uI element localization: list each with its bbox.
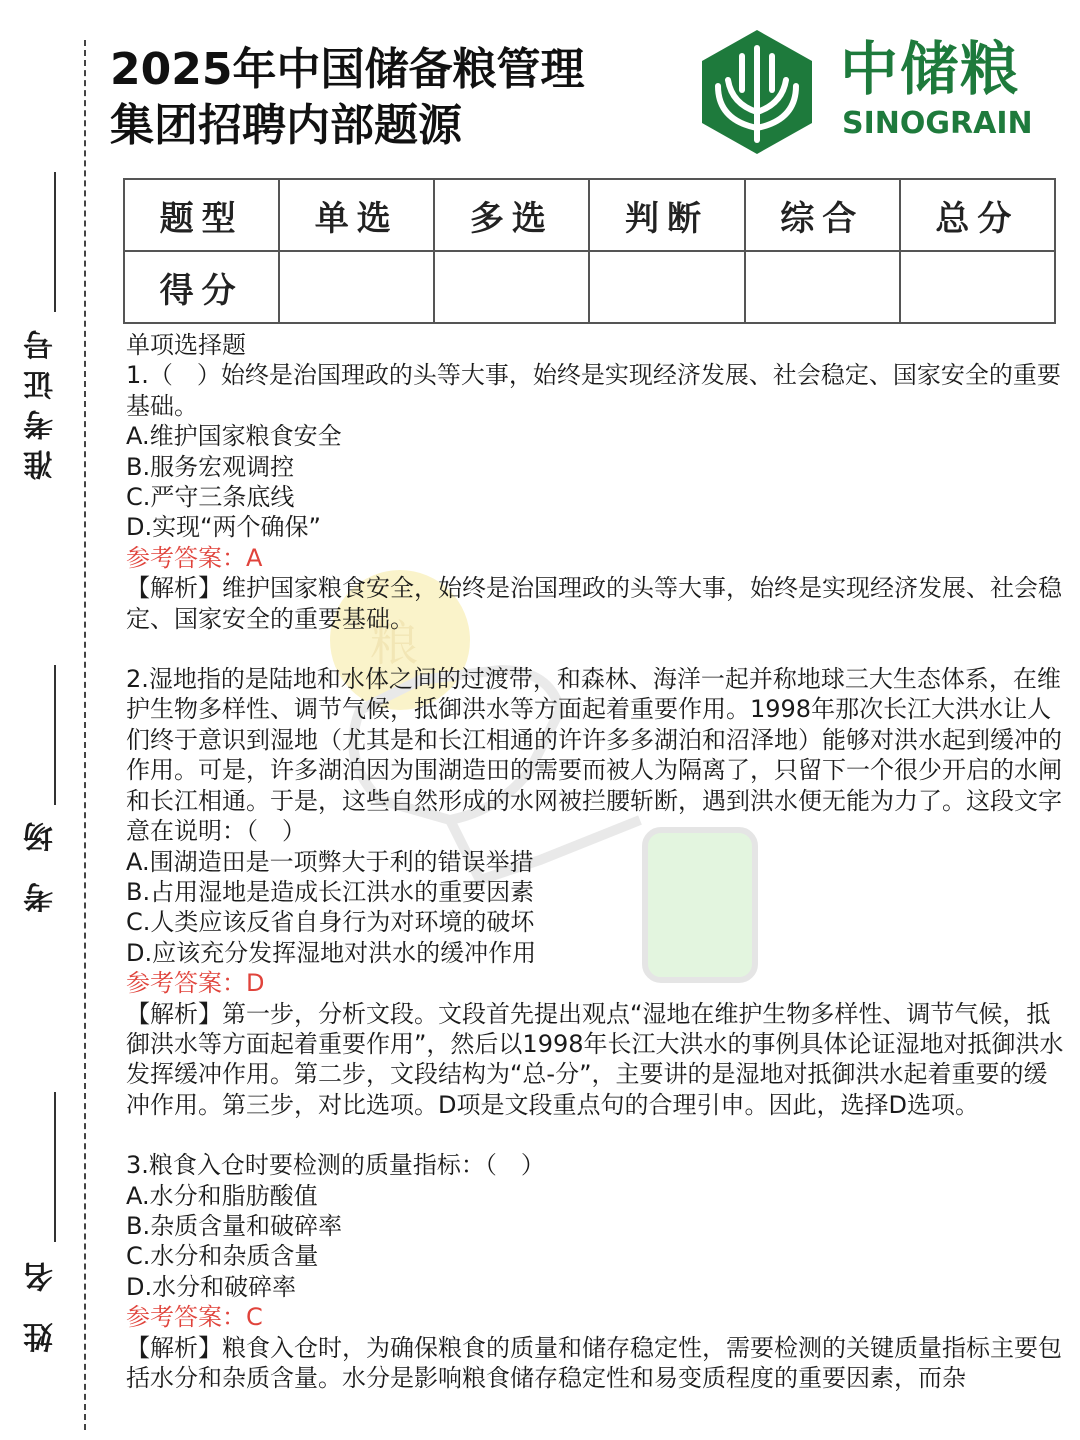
binding-dashed-line [84,40,86,1430]
option-a: A.围湖造田是一项弊大于利的错误举措 [126,847,534,876]
question-stem: 3.粮食入仓时要检测的质量指标：（ ） [126,1151,545,1180]
question-2 [126,664,1071,1120]
header-cell-comprehensive: 综合 [745,179,900,251]
name-blank-line [54,1092,56,1242]
score-cell-multiple[interactable] [434,251,589,323]
option-c: C.水分和杂质含量 [126,1242,319,1271]
header-cell-type: 题型 [124,179,279,251]
answer-analysis: 【解析】第一步，分析文段。文段首先提出观点“湿地在维护生物多样性、调节气候，抵御洪水等方面起着重要作用”，然后以1998年长江大洪水的事例具体论证湿地对抵御洪水发挥缓冲作用。第二步，文段结构为“总-分”，主要讲的是湿地对抵御洪水起着重要的缓冲作用。第三步，对比选项。D项是文段重点句的合理引申。因此，选择D选项。 [126,999,1064,1119]
exam-id-label: 准考证号 [24,320,59,480]
section-title: 单项选择题 [126,331,246,359]
svg-text:粮: 粮 [370,616,419,672]
option-d: D.实现“两个确保” [126,513,321,542]
exam-room-field [22,812,62,912]
header-cell-single: 单选 [279,179,434,251]
option-a: A.水分和脂肪酸值 [126,1181,318,1210]
option-c: C.严守三条底线 [126,483,295,512]
answer-analysis: 【解析】维护国家粮食安全，始终是治国理政的头等大事，始终是实现经济发展、社会稳定、国家安全的重要基础。 [126,574,1062,633]
header-cell-total: 总分 [900,179,1055,251]
option-b: B.占用湿地是造成长江洪水的重要因素 [126,877,535,906]
reference-answer: 参考答案：A [126,543,263,572]
exam-id-field [22,320,62,480]
option-a: A.维护国家粮食安全 [126,422,342,451]
logo-english-text: SINOGRAIN [842,106,1033,141]
name-field [22,1252,62,1352]
question-content [126,330,1071,1393]
document-title [110,42,584,154]
reference-answer: 参考答案：C [126,1303,263,1332]
question-stem: 2.湿地指的是陆地和水体之间的过渡带，和森林、海洋一起并称地球三大生态体系，在维护生物多样性、调节气候，抵御洪水等方面起着重要作用。1998年那次长江大洪水让人们终于意识到湿地（尤其是和长江相通的许许多多湖泊和沼泽地）能够对洪水起到缓冲的作用。可是，许多湖泊因为围湖造田的需要而被人为隔离了，只留下一个很少开启的水闸和长江相通。于是，这些自然形成的水网被拦腰斩断，遇到洪水便无能为力了。这段文字意在说明：（ ） [126,665,1062,846]
score-table [123,178,1056,324]
exam-room-label: 考 场 [24,812,59,913]
score-table-score-row [124,251,1055,323]
answer-analysis: 【解析】粮食入仓时，为确保粮食的质量和储存稳定性，需要检测的关键质量指标主要包括水分和杂质含量。水分是影响粮食储存稳定性和易变质程度的重要因素，而杂 [126,1333,1062,1392]
header-cell-judgment: 判断 [589,179,744,251]
option-d: D.应该充分发挥湿地对洪水的缓冲作用 [126,938,537,967]
score-table-header-row [124,179,1055,251]
header-cell-multiple: 多选 [434,179,589,251]
score-cell-single[interactable] [279,251,434,323]
question-3 [126,1150,1071,1393]
score-cell-total[interactable] [900,251,1055,323]
name-label: 姓 名 [24,1252,59,1353]
score-row-label: 得分 [124,251,279,323]
score-cell-judgment[interactable] [589,251,744,323]
question-1 [126,360,1071,634]
score-cell-comprehensive[interactable] [745,251,900,323]
reference-answer: 参考答案：D [126,969,265,998]
exam-id-blank-line [54,172,56,312]
exam-room-blank-line [54,665,56,805]
option-b: B.杂质含量和破碎率 [126,1211,343,1240]
question-stem: 1.（ ）始终是治国理政的头等大事，始终是实现经济发展、社会稳定、国家安全的重要基础。 [126,361,1061,420]
option-d: D.水分和破碎率 [126,1272,297,1301]
option-c: C.人类应该反省自身行为对环境的破坏 [126,908,535,937]
option-b: B.服务宏观调控 [126,452,295,481]
sinograin-logo [698,28,1043,160]
wheat-emblem-icon [698,28,816,156]
title-line-2: 集团招聘内部题源 [110,100,462,151]
title-line-1: 2025年中国储备粮管理 [110,44,585,95]
logo-chinese-text: 中储粮 [840,35,1021,103]
